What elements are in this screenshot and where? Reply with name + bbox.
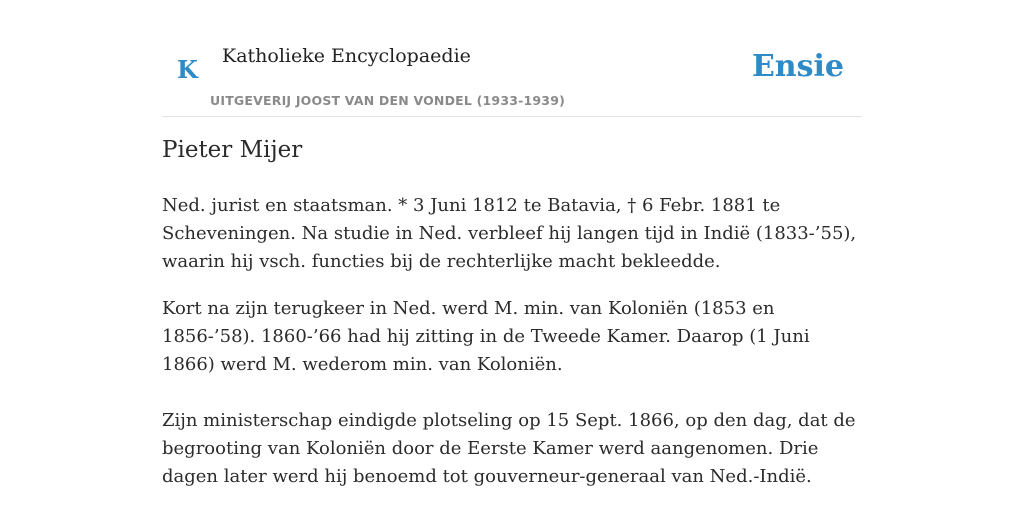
article-paragraph-1: Ned. jurist en staatsman. * 3 Juni 1812 te Batavia, † 6 Febr. 1881 te Scheveningen. Na studie in Ned. verbleef hij langen tijd in Indië (1833-’55), waarin hij vsch. functies bij de rechterlijke macht bekleedde. xyxy=(162,195,857,272)
encyclopedia-logo-icon[interactable]: K xyxy=(177,55,198,84)
site-title[interactable]: Katholieke Encyclopaedie xyxy=(222,45,471,67)
ensie-brand-logo[interactable]: Ensie xyxy=(751,49,844,84)
article-paragraph-3: Zijn ministerschap eindigde plotseling op 15 Sept. 1866, op den dag, dat de begrooting van Koloniën door de Eerste Kamer werd aangenomen. Drie dagen later werd hij benoemd tot gouverneur-generaal van Ned.-Indië. xyxy=(162,410,856,487)
page xyxy=(162,0,862,487)
article-paragraph-2: Kort na zijn terugkeer in Ned. werd M. min. van Koloniën (1853 en 1856-’58). 1860-’66 had hij zitting in de Tweede Kamer. Daarop (1 Juni 1866) werd M. wederom min. van Koloniën. xyxy=(162,298,810,375)
header xyxy=(162,0,862,117)
publisher-label: UITGEVERIJ JOOST VAN DEN VONDEL (1933-1939) xyxy=(210,93,566,108)
article-title: Pieter Mijer xyxy=(162,137,303,163)
